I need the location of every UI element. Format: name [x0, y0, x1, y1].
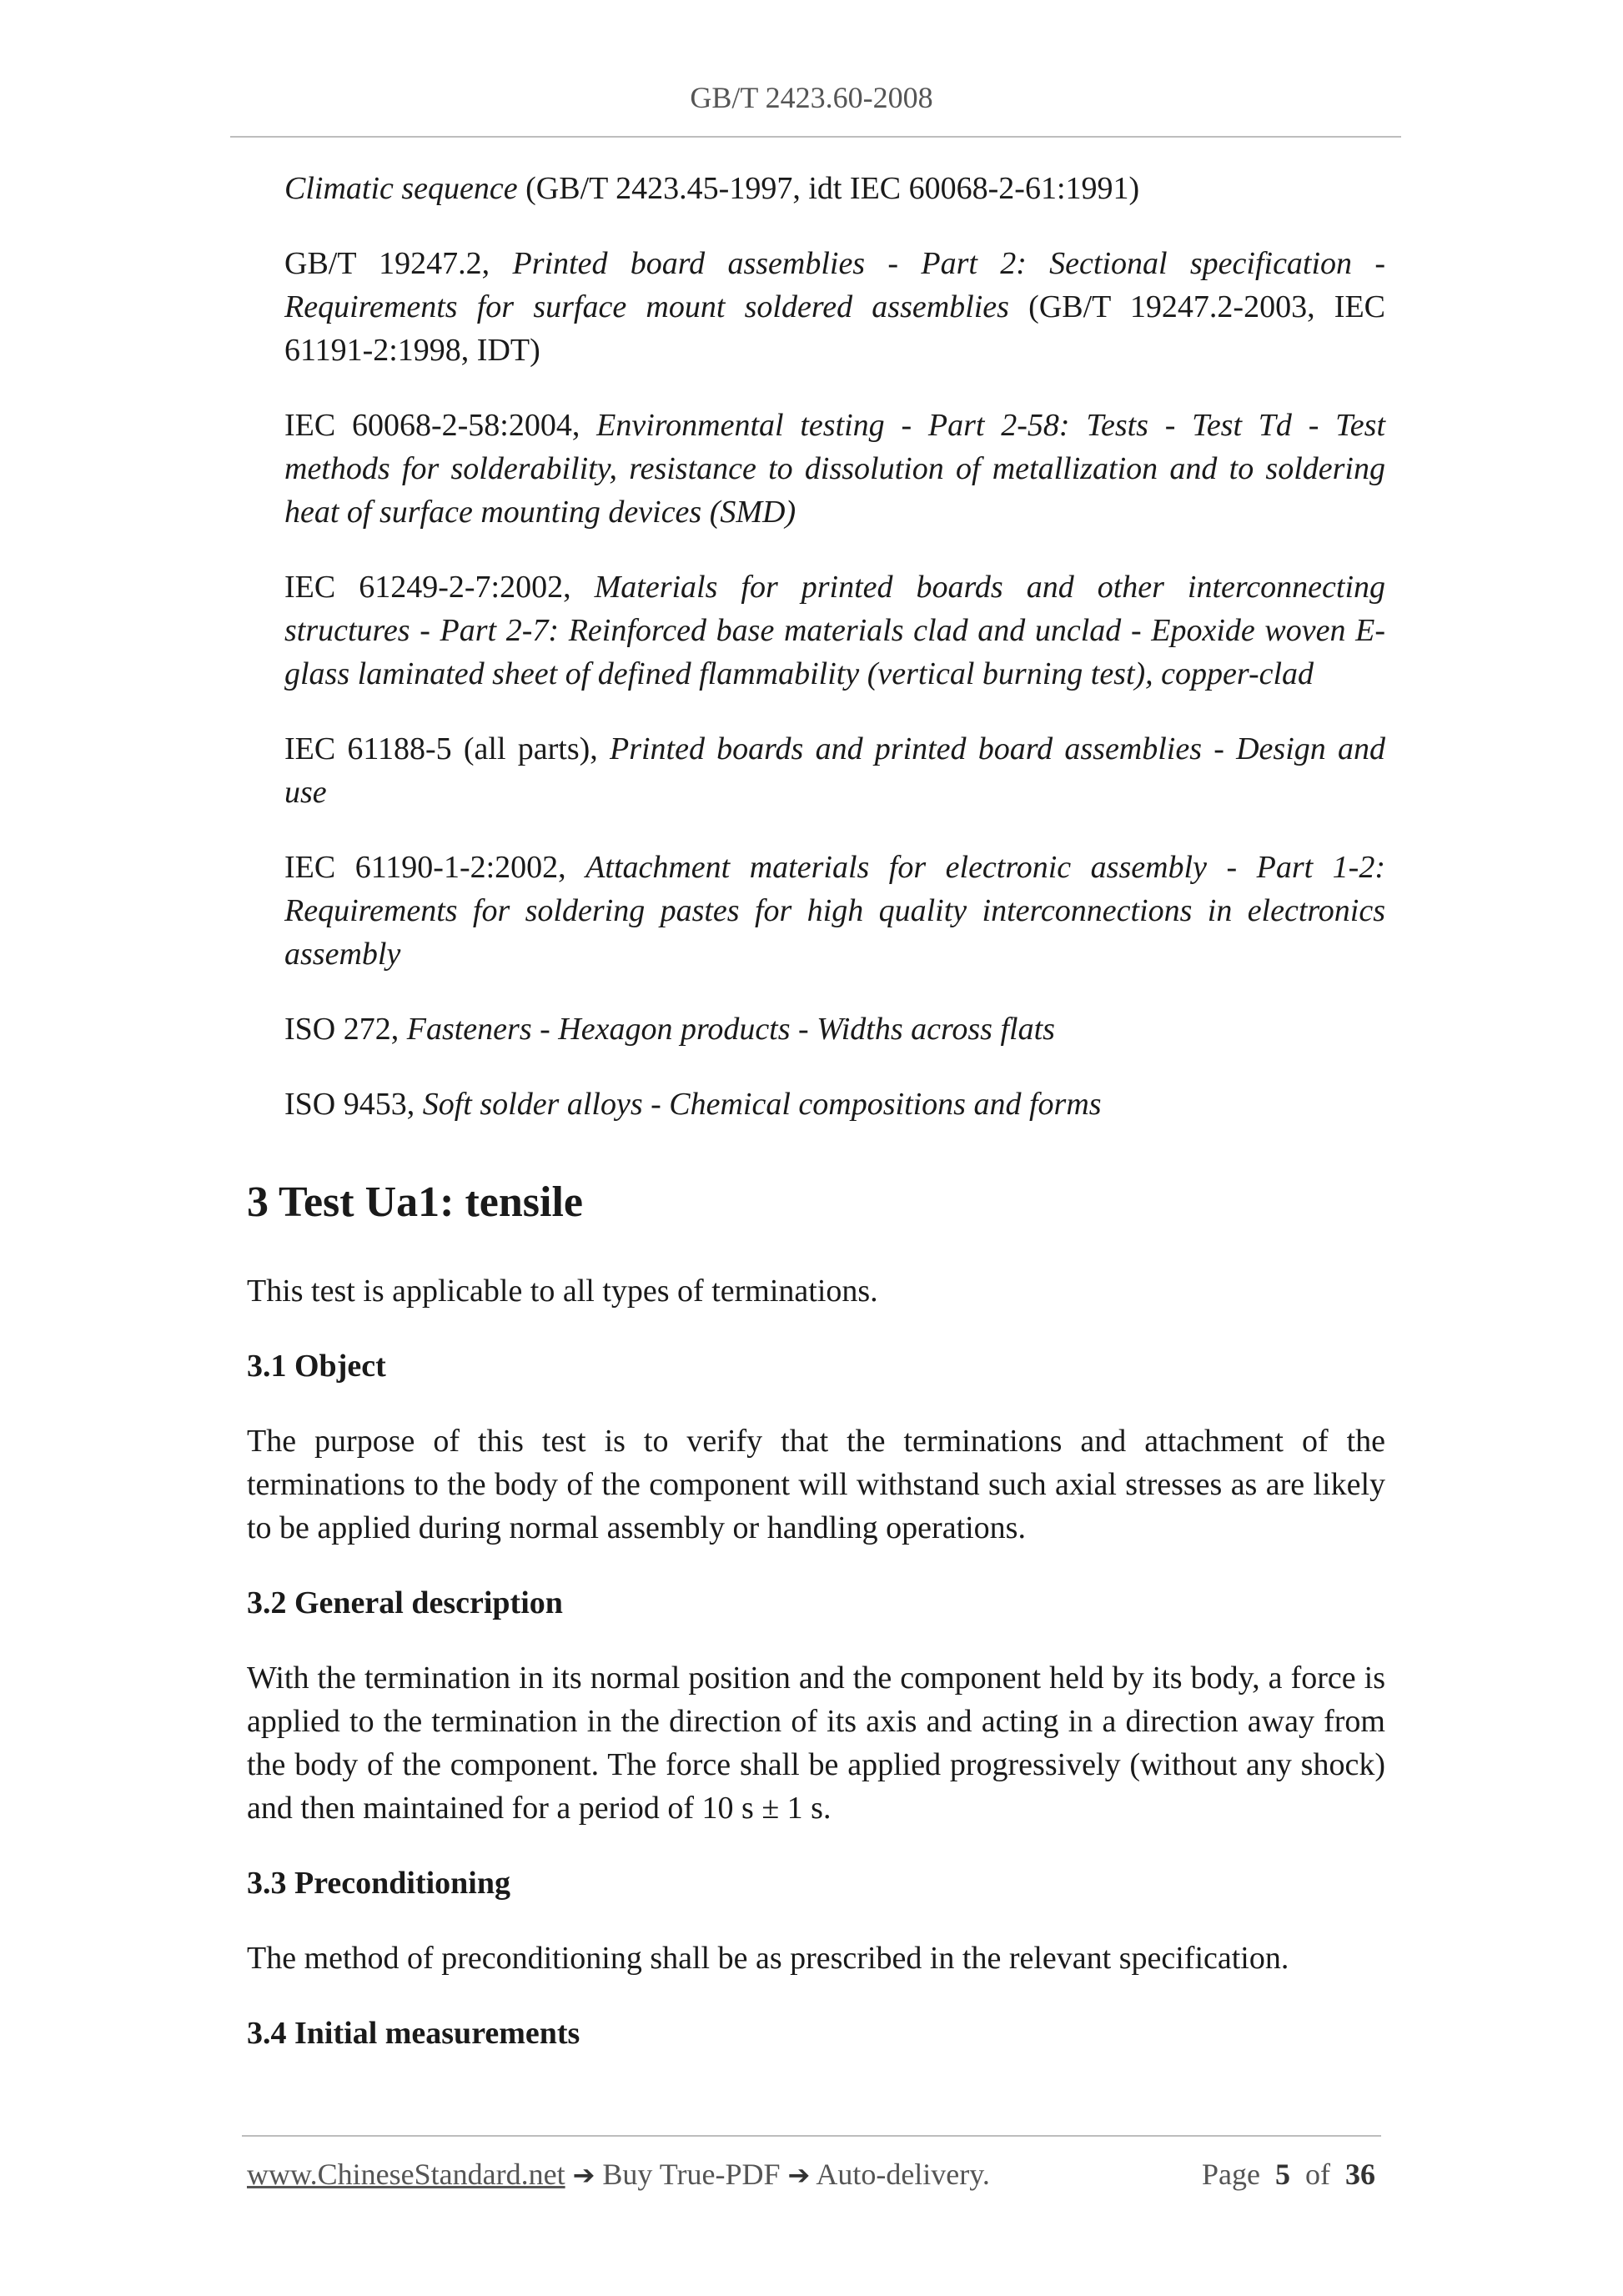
subsection-heading-object: 3.1 Object — [247, 1349, 386, 1384]
total-pages: 36 — [1345, 2158, 1375, 2191]
reference-item: ISO 9453, Soft solder alloys - Chemical compositions and forms — [284, 1087, 1102, 1122]
current-page: 5 — [1275, 2158, 1290, 2191]
section-3 — [247, 1174, 1385, 2087]
auto-delivery-text: Auto-delivery. — [810, 2158, 990, 2191]
subsection-heading-preconditioning: 3.3 Preconditioning — [247, 1866, 510, 1901]
general-description-paragraph: With the termination in its normal position and the component held by its body, a force is applied to the termination in the direction of its axis and acting in a direction away from the body of the component. The force shall be applied progressively (without any shock) and then maintained for a period of 10 s ± 1 s. — [247, 1660, 1385, 1826]
reference-item: IEC 61249-2-7:2002, Materials for printed boards and other interconnecting structures - Part 2-7: Reinforced base materials clad and unclad - Epoxide woven E-glass laminated sheet of defined flammability (vertical burning test), copper-clad — [284, 570, 1386, 691]
reference-item: Climatic sequence (GB/T 2423.45-1997, idt IEC 60068-2-61:1991) — [284, 171, 1140, 206]
arrow-right-icon: ➔ — [787, 2159, 811, 2191]
object-paragraph: The purpose of this test is to verify that the terminations and attachment of the terminations to the body of the component will withstand such axial stresses as are likely to be applied during normal assembly or handling operations. — [247, 1424, 1385, 1545]
footer-divider — [242, 2135, 1381, 2137]
preconditioning-paragraph: The method of preconditioning shall be as prescribed in the relevant specification. — [247, 1941, 1289, 1976]
reference-item: IEC 61190-1-2:2002, Attachment materials for electronic assembly - Part 1-2: Requirements for soldering pastes for high quality interconnections in electronics assembly — [284, 850, 1385, 972]
arrow-right-icon: ➔ — [572, 2159, 595, 2191]
buy-text: Buy True-PDF — [595, 2158, 788, 2191]
website-link[interactable]: www.ChineseStandard.net — [247, 2158, 565, 2191]
section-heading: 3 Test Ua1: tensile — [247, 1178, 583, 1226]
page-number: Page 5 of 36 — [1202, 2158, 1375, 2191]
section-intro: This test is applicable to all types of terminations. — [247, 1274, 878, 1309]
subsection-heading-initial-measurements: 3.4 Initial measurements — [247, 2016, 580, 2051]
footer-promo — [247, 2157, 990, 2192]
reference-item: GB/T 19247.2, Printed board assemblies - Part 2: Sectional specification - Requirements for surface mount soldered assemblies (GB/T 19247.2-2003, IEC 61191-2:1998, IDT) — [284, 246, 1385, 368]
header-divider — [230, 136, 1401, 138]
reference-item: ISO 272, Fasteners - Hexagon products - Widths across flats — [284, 1012, 1055, 1047]
page-header: GB/T 2423.60-2008 — [690, 81, 933, 114]
reference-item: IEC 61188-5 (all parts), Printed boards and printed board assemblies - Design and use — [284, 731, 1385, 810]
normative-references-list — [284, 167, 1385, 1158]
reference-item: IEC 60068-2-58:2004, Environmental testing - Part 2-58: Tests - Test Td - Test methods for solderability, resistance to dissolution of metallization and to soldering heat of surface mounting devices (SMD) — [284, 408, 1386, 530]
subsection-heading-general-description: 3.2 General description — [247, 1585, 563, 1620]
